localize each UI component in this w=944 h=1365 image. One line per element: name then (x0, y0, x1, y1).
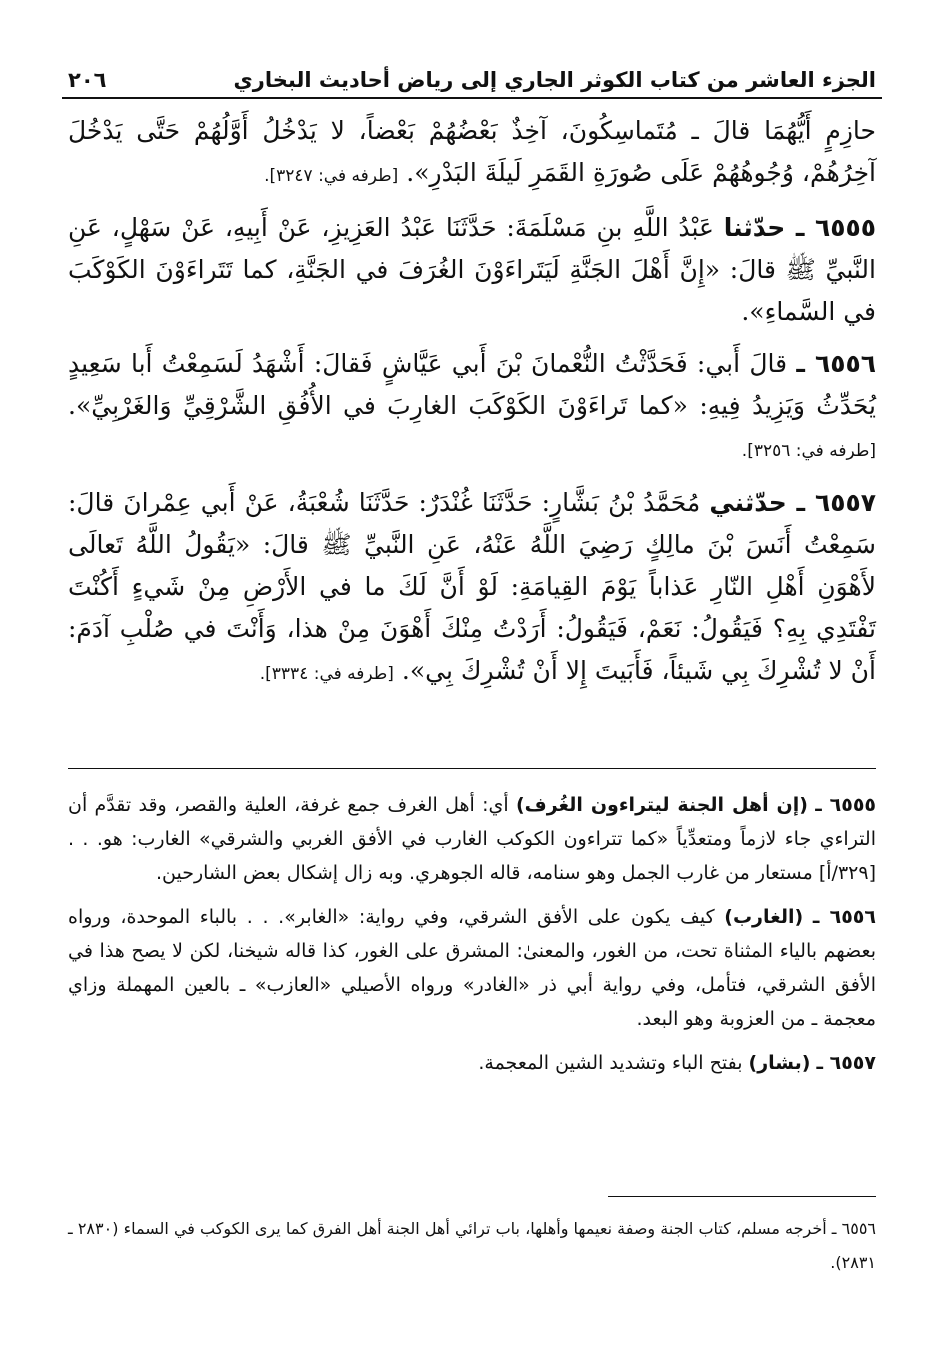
hadith-number: ٦٥٥٧ ـ حدّثني (709, 488, 876, 517)
hadith-text (68, 110, 876, 705)
cross-reference: [طرفه في: ٣٢٥٦]. (741, 441, 876, 461)
commentary-body: أي: أهل الغرف جمع غرفة، العلية والقصر، وقد تقدَّم أن التراءي جاء لازماً ومتعدِّياً «كما تتراءون الكوكب الغارب في الأفق الغربي والشرقي» الغارب: هو. . . [٣٢٩/أ] مستعار من غارب الجمل وهو سنامه، قاله الجوهري. وبه زال إشكال بعض الشارحين. (68, 794, 876, 884)
hadith-body: قالَ أَبي: فَحَدَّثْتُ النُّعْمانَ بْنَ أَبي عَيَّاشٍ فَقالَ: أَشْهَدُ لَسَمِعْتُ أَبا سَعِيدٍ يُحَدِّثُ وَيَزِيدُ فِيهِ: «كما تَراءَوْنَ الكَوْكَبَ الغارِبَ في الأُفُقِ الشَّرْقِيِّ وَالغَرْبِيِّ». (68, 349, 876, 420)
commentary-6555 (68, 788, 876, 890)
page-number: ٢٠٦ (68, 68, 107, 92)
commentary-term: (الغارب) (724, 906, 804, 928)
hadith-continuation-text: حازِمٍ أَيُّهُمَا قالَ ـ مُتَماسِكُونَ، آخِذٌ بَعْضُهُمْ بَعْضاً، لا يَدْخُلُ أَوَّلُهُمْ حَتَّى يَدْخُلَ آخِرُهُمْ، وُجُوهُهُمْ عَلَى صُورَةِ القَمَرِ لَيلَةَ البَدْرِ». (68, 116, 876, 187)
cross-reference: [طرفه في: ٣٢٤٧]. (264, 166, 399, 186)
hadith-number: ٦٥٥٥ ـ حدّثنا (723, 213, 877, 242)
running-header (68, 52, 876, 92)
footnote: ٦٥٥٦ ـ أخرجه مسلم، كتاب الجنة وصفة نعيمها وأهلها، باب ترائي أهل الجنة أهل الفرق كما يرى الكوكب في السماء (٢٨٣٠ ـ ٢٨٣١). (68, 1219, 876, 1272)
hadith-6557 (68, 482, 876, 695)
commentary-body: بفتح الباء وتشديد الشين المعجمة. (478, 1052, 749, 1074)
commentary-number: ٦٥٥٦ ـ (812, 906, 876, 928)
commentary-number: ٦٥٥٧ ـ (816, 1052, 876, 1074)
hadith-number: ٦٥٥٦ ـ (796, 349, 876, 378)
commentary-number: ٦٥٥٥ ـ (815, 794, 877, 816)
commentary-body: كيف يكون على الأفق الشرقي، وفي رواية: «الغابر». . . بالباء الموحدة، ورواه بعضهم بالياء المثناة تحت، من الغور، والمعنىٰ: المشرق على الغور، كذا قاله شيخنا، لكن لا يصح هذا في الأفق الشرقي، فتأمل، وفي رواية أبي ذر «الغادر» ورواه الأصيلي «العازب» ـ بالعين المهملة وزاي معجمة ـ من العزوبة وهو البعد. (68, 906, 876, 1030)
hadith-6556 (68, 343, 876, 472)
commentary-term: (بشار) (748, 1052, 811, 1074)
commentary-separator (68, 768, 876, 769)
hadith-continuation (68, 110, 876, 197)
commentary (68, 788, 876, 1090)
hadith-6555 (68, 207, 876, 333)
hadith-body: عَبْدُ اللَّهِ بنِ مَسْلَمَةَ: حَدَّثَنَا عَبْدُ العَزِيزِ، عَنْ أَبِيهِ، عَنْ سَهْلٍ، عَنِ النَّبيِّ ﷺ قالَ: «إِنَّ أَهْلَ الجَنَّةِ لَيَتَراءَوْنَ الغُرَفَ في الجَنَّةِ، كما تَتَراءَوْنَ الكَوْكَبَ في السَّماءِ». (68, 213, 876, 326)
commentary-term: (إن أهل الجنة ليتراءون الغُرف) (515, 794, 808, 816)
cross-reference: [طرفه في: ٣٣٣٤]. (259, 664, 394, 684)
commentary-6556 (68, 900, 876, 1036)
footnote-separator (608, 1196, 876, 1197)
header-rule (62, 97, 882, 99)
hadith-body: مُحَمَّدُ بْنُ بَشَّارٍ: حَدَّثَنَا غُنْدَرٌ: حَدَّثَنَا شُعْبَةُ، عَنْ أَبي عِمْرانَ قالَ: سَمِعْتُ أَنَسَ بْنَ مالِكٍ رَضِيَ اللَّهُ عَنْهُ، عَنِ النَّبيِّ ﷺ قالَ: «يَقُولُ اللَّهُ تَعالَى لأَهْوَنِ أَهْلِ النّارِ عَذاباً يَوْمَ القِيامَةِ: لَوْ أَنَّ لَكَ ما في الأَرْضِ مِنْ شَيءٍ أَكُنْتَ تَفْتَدِي بِهِ؟ فَيَقُولُ: نَعَمْ، فَيَقُولُ: أَرَدْتُ مِنْكَ أَهْوَنَ مِنْ هذا، وَأَنْتَ في صُلْبِ آدَمَ: أَنْ لا تُشْرِكَ بِي شَيئاً، فَأَبَيتَ إِلا أَنْ تُشْرِكَ بِي». (68, 488, 876, 685)
header-title: الجزء العاشر من كتاب الكوثر الجاري إلى رياض أحاديث البخاري (233, 68, 876, 92)
commentary-6557 (68, 1046, 876, 1080)
